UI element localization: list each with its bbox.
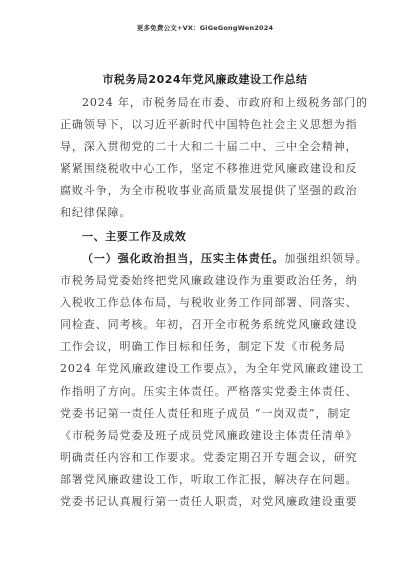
paragraph-line: 工作会议，明确工作目标和任务，制定下发《市税务局 [60, 340, 346, 354]
paragraph-line: 《市税务局党委及班子成员党风廉政建设主体责任清单》 [60, 428, 358, 442]
paragraph-line: 同检查、同考核。年初，召开全市税务系统党风廉政建设 [60, 318, 358, 332]
subsection-heading: （一）强化政治担当，压实主体责任。 [82, 252, 285, 265]
paragraph-line: 腐败斗争，为全市税收事业高质量发展提供了坚强的政治 [60, 184, 358, 198]
paragraph-line: 明确责任内容和工作要求。党委定期召开专题会议，研究 [60, 450, 358, 464]
subsection-lead-text: 加强组织领导。 [284, 252, 368, 265]
section-1 [60, 226, 350, 248]
paragraph-line: 和纪律保障。 [60, 206, 132, 220]
paragraph-line: 党委书记第一责任人责任和班子成员 “一岗双责”，制定 [60, 406, 352, 420]
paragraph-line: 市税务局党委始终把党风廉政建设作为重要政治任务，纳 [60, 274, 358, 288]
header-watermark: 更多免费公文+VX：GiGeGongWen2024 [136, 24, 274, 32]
section-heading: 一、主要工作及成效 [82, 230, 187, 243]
intro-paragraph [60, 92, 368, 225]
paragraph-line: 2024 年，市税务局在市委、市政府和上级税务部门的 [82, 96, 368, 109]
paragraph-line: 入税收工作总体布局，与税收业务工作同部署、同落实、 [60, 296, 358, 310]
paragraph-line: 紧紧围绕税收中心工作，坚定不移推进党风廉政建设和反 [60, 162, 358, 176]
paragraph-line: 作指明了方向。压实主体责任。严格落实党委主体责任、 [60, 384, 358, 398]
paragraph-line [60, 248, 368, 270]
subsection-1 [60, 248, 368, 513]
document-title: 市税务局2024年党风廉政建设工作总结 [102, 73, 308, 86]
paragraph-line: 导，深入贯彻党的二十大和二十届二中、三中全会精神， [60, 140, 358, 154]
paragraph-line: 部署党风廉政建设工作，听取工作汇报，解决存在问题。 [60, 472, 358, 486]
paragraph-line: 党委书记认真履行第一责任人职责，对党风廉政建设重要 [60, 495, 358, 509]
paragraph-line: 正确领导下，以习近平新时代中国特色社会主义思想为指 [60, 118, 358, 132]
paragraph-line: 2024 年党风廉政建设工作要点》，为全年党风廉政建设工 [60, 362, 365, 376]
